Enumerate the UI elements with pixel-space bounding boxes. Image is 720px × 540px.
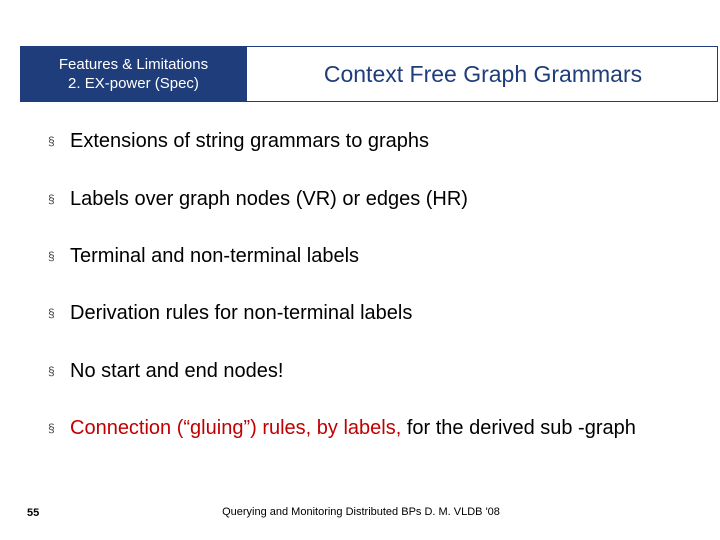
bullet-item — [48, 361, 698, 382]
footer-citation: Querying and Monitoring Distributed BPs D. M. VLDB '08 — [222, 506, 500, 518]
bullet-text: Labels over graph nodes (VR) or edges (HR) — [70, 188, 468, 210]
bullet-text: No start and end nodes! — [70, 360, 284, 382]
section-tag — [20, 46, 247, 102]
bullet-marker-icon: § — [48, 134, 55, 148]
bullet-item — [48, 131, 698, 152]
bullet-text: Derivation rules for non-terminal labels — [70, 302, 413, 324]
bullet-text — [70, 418, 698, 439]
bullet-marker-icon: § — [48, 421, 55, 435]
bullet-marker-icon: § — [48, 249, 55, 263]
bullet-marker-icon: § — [48, 192, 55, 206]
section-line-1: Features & Limitations — [58, 56, 209, 73]
bullet-text: Terminal and non-terminal labels — [70, 245, 360, 267]
bullet-item — [48, 303, 698, 324]
bullet-marker-icon: § — [48, 364, 55, 378]
bullet-text-rest: for the derived sub -graph — [401, 417, 636, 439]
slide-title: Context Free Graph Grammars — [323, 60, 643, 87]
highlighted-text: Connection (“gluing”) rules, by labels, — [70, 417, 402, 439]
bullet-item — [48, 189, 698, 210]
page-number: 55 — [27, 507, 40, 519]
bullet-text: Extensions of string grammars to graphs — [70, 130, 430, 152]
section-line-2: 2. EX-power (Spec) — [68, 75, 199, 92]
bullet-item — [48, 246, 698, 267]
bullet-item — [48, 418, 698, 439]
bullet-marker-icon: § — [48, 306, 55, 320]
